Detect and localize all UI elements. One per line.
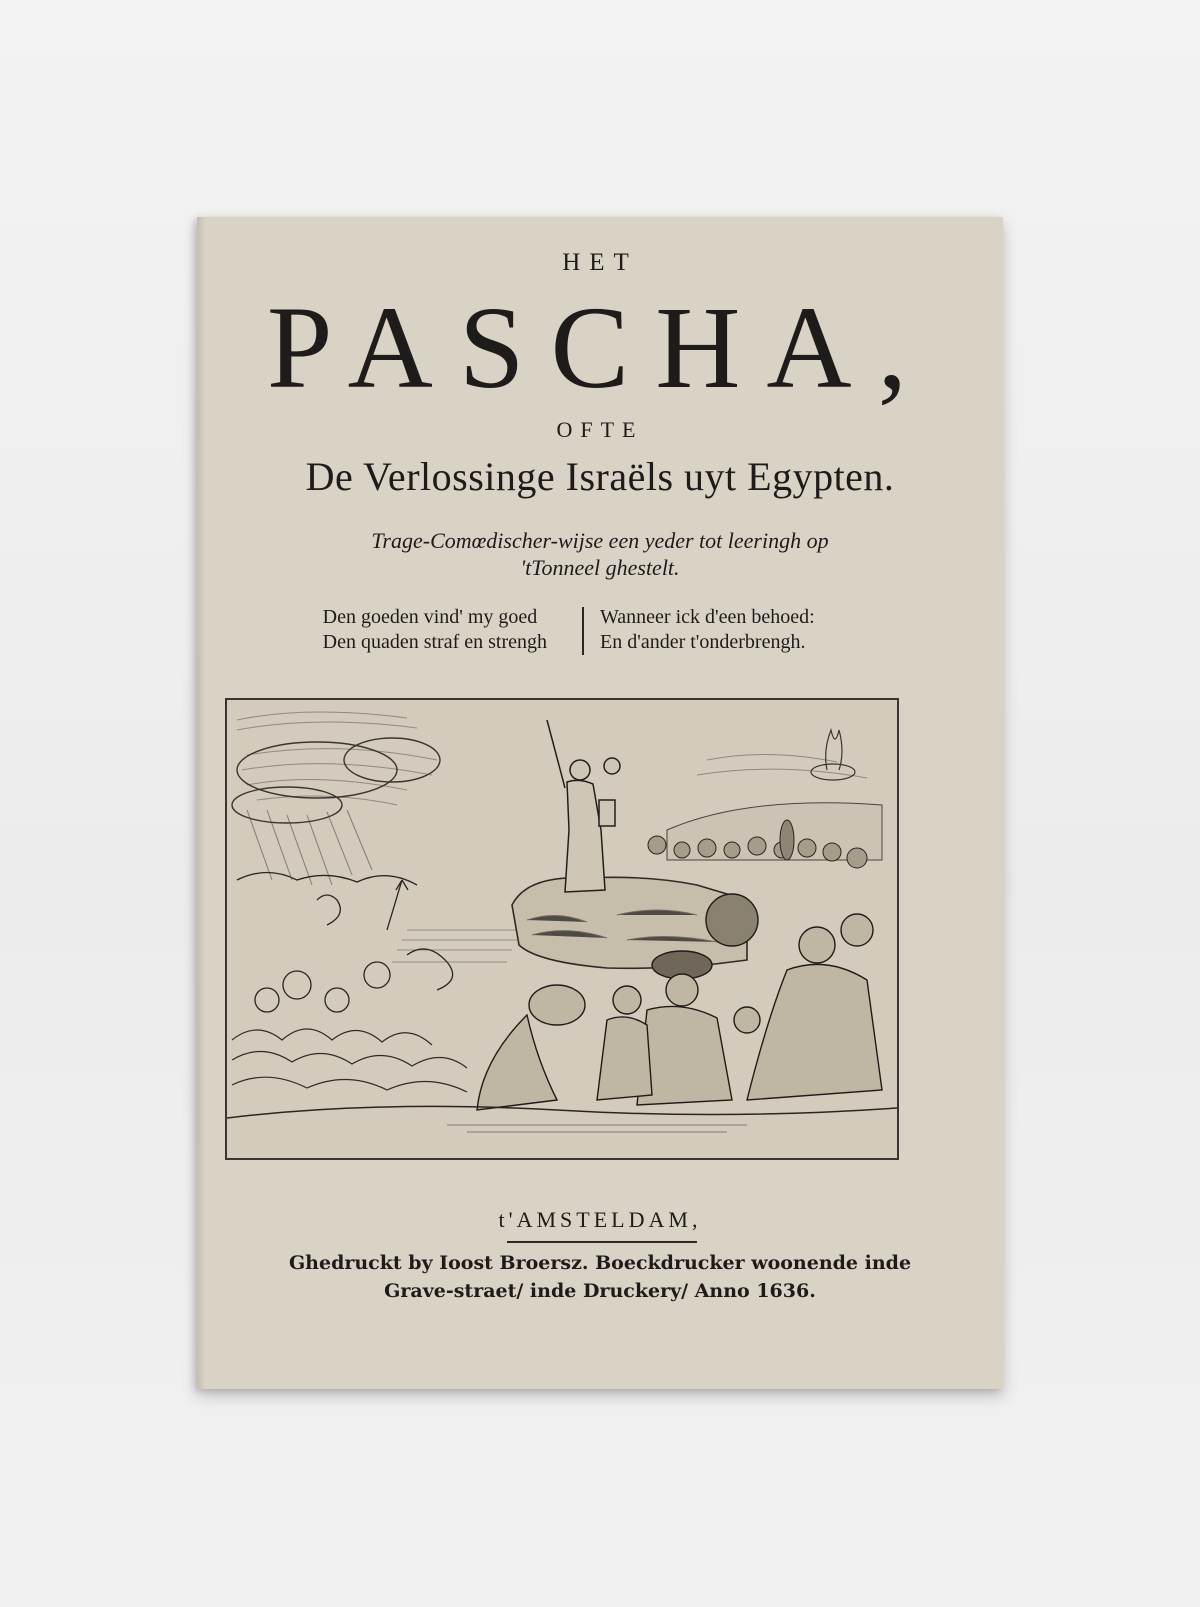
verse-left-line-1: Den goeden vind' my goed [322, 606, 538, 628]
imprint-place: t'AMSTELDAM, [498, 1207, 702, 1232]
tagline [197, 527, 1003, 581]
verse-divider [582, 607, 584, 655]
imprint-line-2: Grave-straet/ inde Druckery/ Anno 1636. [384, 1280, 816, 1302]
imprint-line-1: Ghedruckt by Ioost Broersz. Boeckdrucker woonende inde [288, 1252, 912, 1274]
sky-hatching [237, 712, 867, 805]
ground-hatching [447, 1125, 747, 1132]
tagline-line-2: 'tTonneel ghestelt. [520, 555, 680, 580]
title-main: PASCHA, [266, 282, 934, 413]
title-page [197, 217, 1003, 1389]
subtitle: De Verlossinge Israëls uyt Egypten. [305, 454, 895, 499]
imprint-rule [507, 1241, 697, 1243]
engraving-illustration [225, 698, 899, 1160]
motto-verse [257, 605, 887, 657]
engraving-svg [227, 700, 897, 1158]
crashing-waves [232, 1029, 467, 1092]
verse-left-line-2: Den quaden straf en strengh [322, 631, 547, 653]
title-ofte: OFTE [556, 417, 644, 442]
verse-right-line-1: Wanneer ick d'een behoed: [600, 606, 815, 628]
sea-lines [392, 930, 517, 962]
tagline-line-1: Trage-Comœdischer-wijse een yeder tot leeringh op [371, 528, 829, 553]
verse-left [323, 605, 547, 655]
ground-line [227, 1106, 897, 1118]
verse-right [600, 605, 815, 655]
egyptian-army [237, 873, 453, 1013]
moses-figure [547, 720, 620, 892]
title-het: HET [562, 249, 638, 276]
verse-right-line-2: En d'ander t'onderbrengh. [600, 631, 806, 653]
